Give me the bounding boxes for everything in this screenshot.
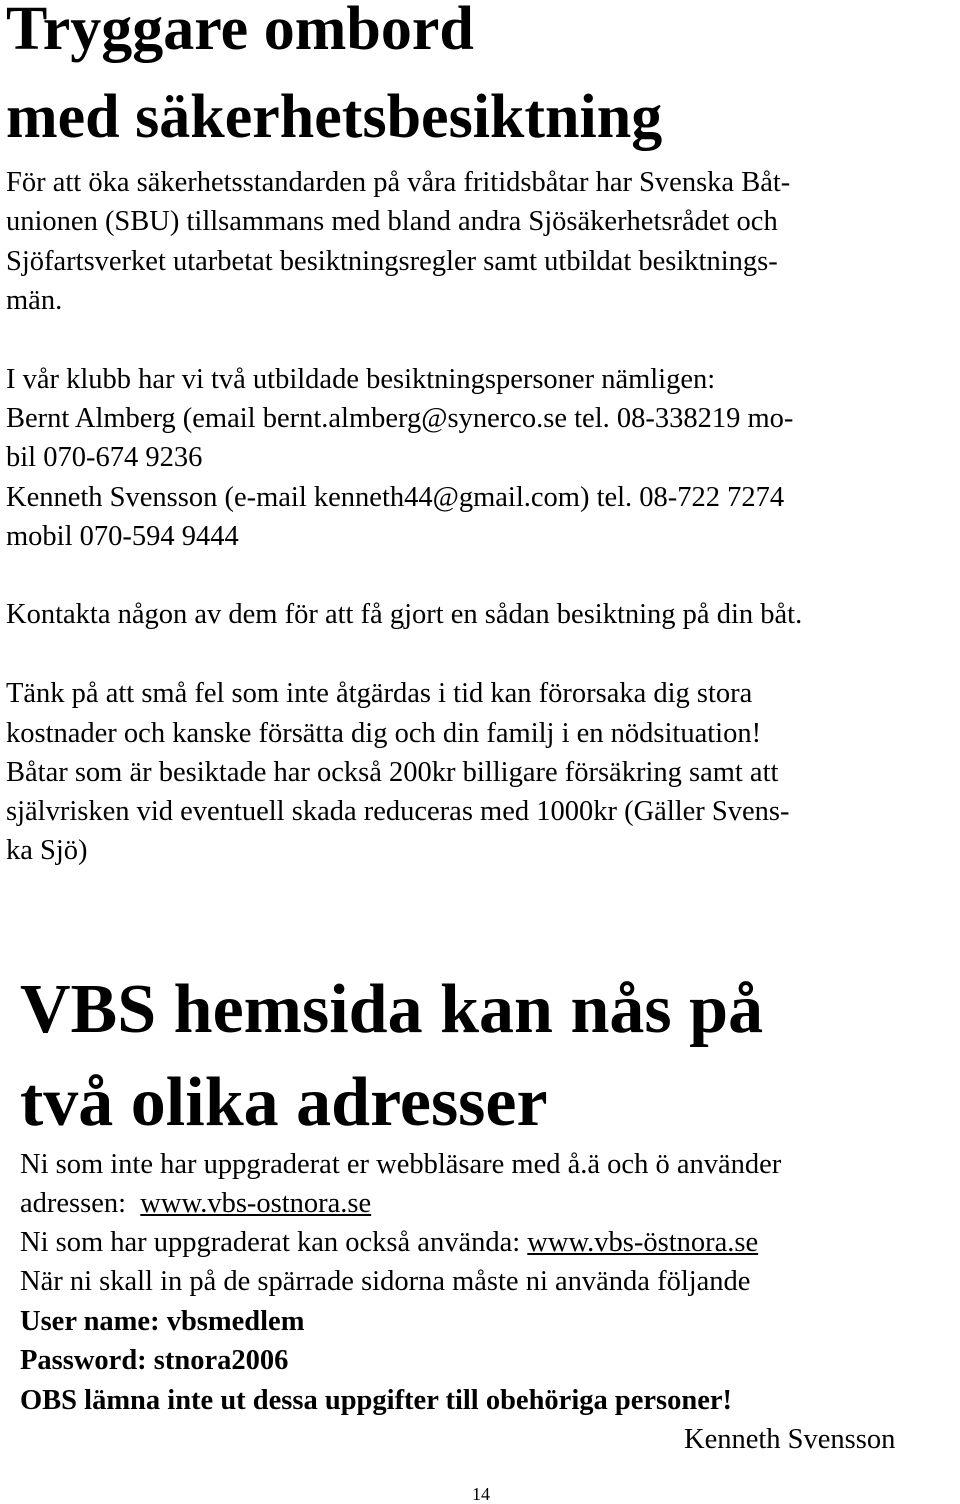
page-number: 14 [472,1484,490,1504]
username-line: User name: vbsmedlem [20,1306,305,1337]
warning-line: Tänk på att små fel som inte åtgärdas i tid kan förorsaka dig stora [6,678,753,709]
article-title-line-1: Tryggare ombord [6,0,474,63]
website-line [20,1187,371,1221]
inspectors-line: Kenneth Svensson (e-mail kenneth44@gmail.com) tel. 08-722 7274 [6,482,785,513]
contact-line: Kontakta någon av dem för att få gjort en sådan besiktning på din båt. [6,599,803,630]
inspectors-line: Bernt Almberg (email bernt.almberg@synerco.se tel. 08-338219 mo- [6,403,794,434]
article-title-line-2: med säkerhetsbesiktning [6,83,663,151]
website-link-unicode[interactable]: www.vbs-östnora.se [527,1227,759,1258]
website-link-ascii[interactable]: www.vbs-ostnora.se [140,1188,372,1219]
inspectors-line: mobil 070-594 9444 [6,521,239,552]
website-line: När ni skall in på de spärrade sidorna måste ni använda följande [20,1266,751,1297]
warning-line: kostnader och kanske försätta dig och din familj i en nödsituation! [6,718,762,749]
intro-line: För att öka säkerhetsstandarden på våra fritidsbåtar har Svenska Båt- [6,167,791,198]
warning-line: ka Sjö) [6,835,88,866]
inspectors-line: I vår klubb har vi två utbildade besiktningspersoner nämligen: [6,364,716,395]
address-label: adressen: [20,1188,141,1219]
signature: Kenneth Svensson [684,1424,896,1455]
website-title-line-2: två olika adresser [20,1064,548,1141]
website-line: Ni som inte har uppgraderat er webbläsare med å.ä och ö använder [20,1149,782,1180]
warning-line: Båtar som är besiktade har också 200kr billigare försäkring samt att [6,757,779,788]
password-line: Password: stnora2006 [20,1345,289,1376]
inspectors-line: bil 070-674 9236 [6,442,203,473]
intro-line: unionen (SBU) tillsammans med bland andra Sjösäkerhetsrådet och [6,206,778,237]
upgraded-label: Ni som har uppgraderat kan också använda: [20,1227,528,1258]
intro-line: Sjöfartsverket utarbetat besiktningsregler samt utbildat besiktnings- [6,246,778,277]
website-line [20,1226,758,1260]
warning-note: OBS lämna inte ut dessa uppgifter till obehöriga personer! [20,1385,732,1416]
intro-line: män. [6,285,63,316]
warning-line: självrisken vid eventuell skada reduceras med 1000kr (Gäller Svens- [6,796,790,827]
website-title-line-1: VBS hemsida kan nås på [20,971,764,1048]
